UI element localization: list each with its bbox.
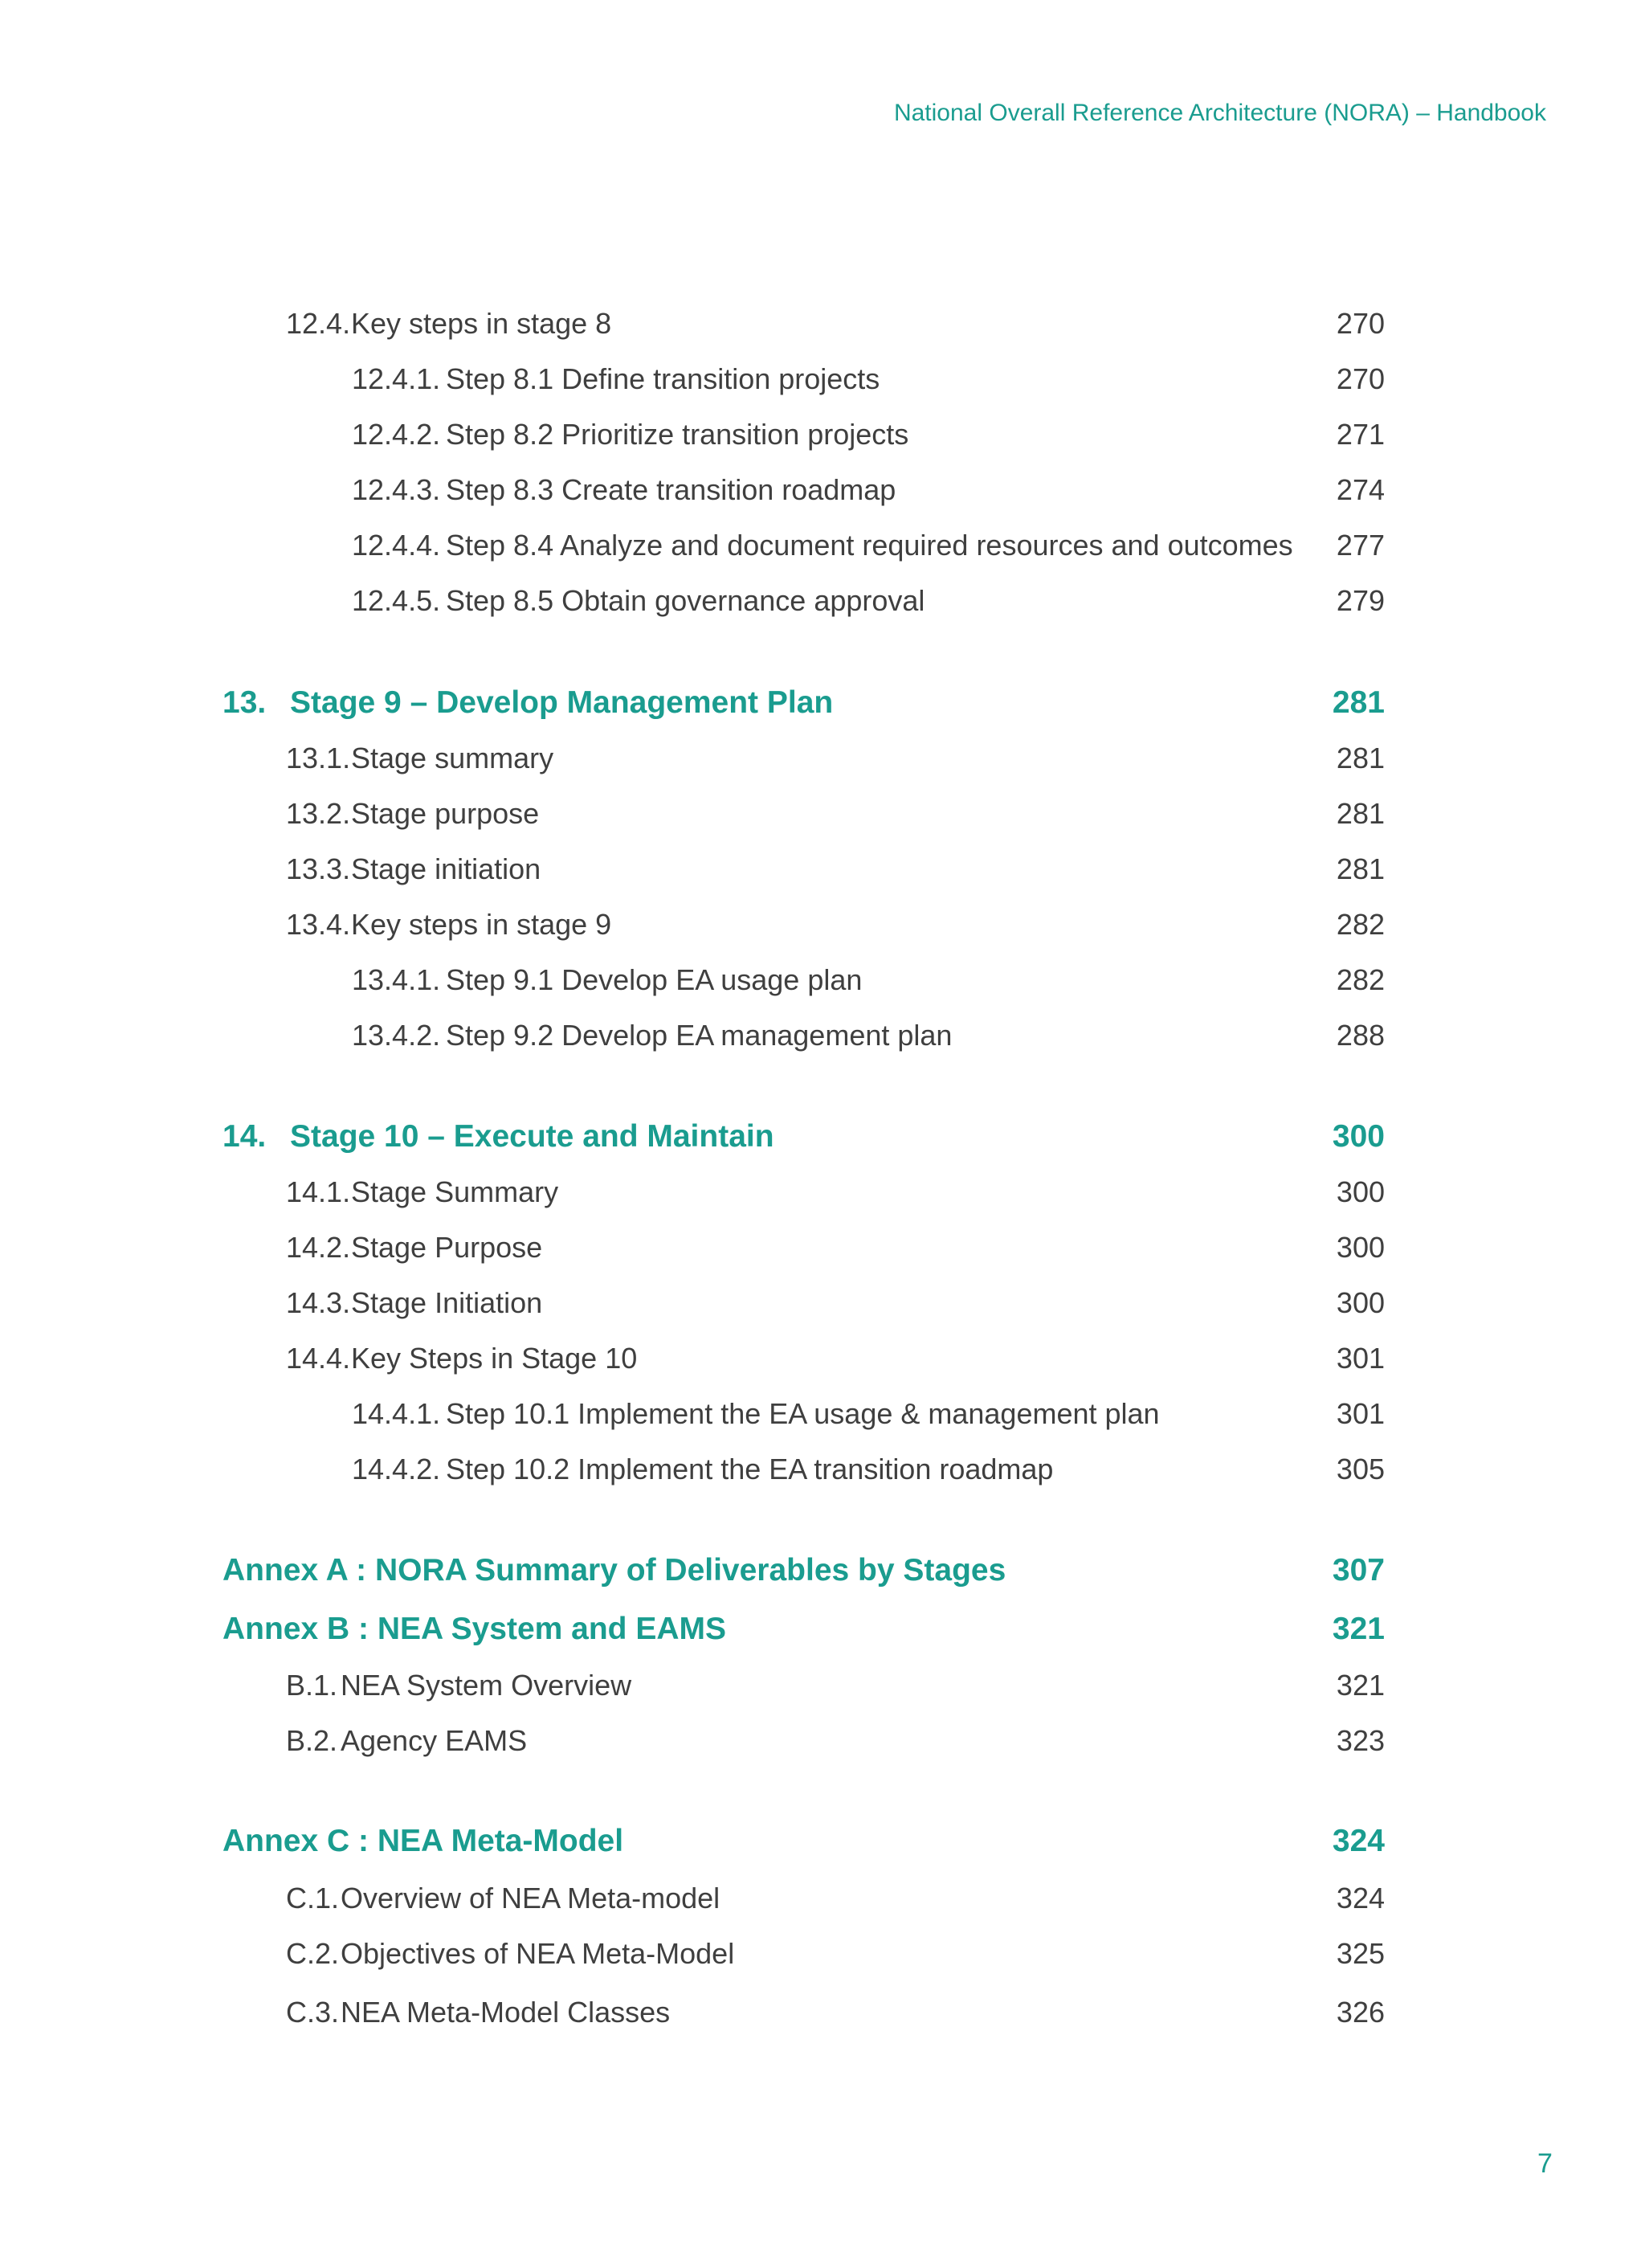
toc-number: 13.2. <box>286 797 351 830</box>
toc-title: Key steps in stage 9 <box>351 908 612 941</box>
toc-page-number: 300 <box>1336 1286 1385 1319</box>
toc-page-number: 301 <box>1336 1342 1385 1375</box>
toc-number: 14.1. <box>286 1175 351 1208</box>
toc-entry[interactable] <box>0 794 1385 834</box>
toc-entry[interactable] <box>0 1228 1385 1268</box>
toc-number: C.2. <box>286 1937 340 1970</box>
toc-page-number: 288 <box>1336 1019 1385 1052</box>
toc-entry[interactable] <box>0 1394 1385 1434</box>
toc-page-number: 324 <box>1332 1824 1385 1858</box>
toc-title: Step 8.2 Prioritize transition projects <box>446 418 909 451</box>
toc-number: C.3. <box>286 1996 340 2029</box>
toc-entry[interactable] <box>0 905 1385 945</box>
toc-number: 13.3. <box>286 852 351 885</box>
toc-number: 14.4.1. <box>352 1397 441 1430</box>
toc-title: Agency EAMS <box>341 1724 528 1757</box>
toc-number: 14.3. <box>286 1286 351 1319</box>
toc-number: 12.4.4. <box>352 529 441 562</box>
toc-number: 12.4.1. <box>352 362 441 395</box>
toc-number: 13.4. <box>286 908 351 941</box>
toc-page-number: 277 <box>1336 529 1385 562</box>
toc-title: Stage initiation <box>351 852 541 885</box>
toc-page-number: 301 <box>1336 1397 1385 1430</box>
toc-number: C.1. <box>286 1882 340 1915</box>
toc-entry[interactable] <box>0 1721 1385 1761</box>
toc-number: 14.4. <box>286 1342 351 1375</box>
toc-title: Stage purpose <box>351 797 540 830</box>
toc-title: Stage 9 – Develop Management Plan <box>290 685 834 720</box>
toc-page-number: 270 <box>1336 307 1385 340</box>
toc-page-number: 326 <box>1336 1996 1385 2029</box>
toc-page-number: 271 <box>1336 418 1385 451</box>
toc-title: Step 8.3 Create transition roadmap <box>446 473 896 506</box>
toc-number: 12.4. <box>286 307 351 340</box>
toc-title: Annex A : NORA Summary of Deliverables by Stages <box>222 1553 1006 1588</box>
toc-page-number: 281 <box>1336 797 1385 830</box>
toc-page-number: 282 <box>1336 908 1385 941</box>
toc-entry[interactable] <box>0 849 1385 889</box>
toc-page-number: 300 <box>1336 1175 1385 1208</box>
toc-title: Annex C : NEA Meta-Model <box>222 1824 624 1858</box>
toc-entry[interactable] <box>0 1449 1385 1490</box>
toc-page-number: 305 <box>1336 1453 1385 1485</box>
toc-title: NEA System Overview <box>341 1669 632 1702</box>
toc-title: Step 10.2 Implement the EA transition roadmap <box>446 1453 1054 1485</box>
toc-number: 14. <box>222 1119 267 1154</box>
toc-entry[interactable] <box>0 1338 1385 1379</box>
toc-entry[interactable] <box>0 525 1385 566</box>
toc-number: 13.1. <box>286 742 351 774</box>
toc-entry[interactable] <box>0 1283 1385 1323</box>
toc-title: Stage Summary <box>351 1175 559 1208</box>
toc-number: 13.4.1. <box>352 963 441 996</box>
toc-title: Stage summary <box>351 742 554 774</box>
toc-title: Step 8.5 Obtain governance approval <box>446 584 925 617</box>
toc-heading[interactable] <box>0 1821 1385 1861</box>
toc-entry[interactable] <box>0 1015 1385 1056</box>
toc-title: Step 9.1 Develop EA usage plan <box>446 963 863 996</box>
toc-title: Stage 10 – Execute and Maintain <box>290 1119 774 1154</box>
toc-heading[interactable] <box>0 1117 1385 1157</box>
toc-entry[interactable] <box>0 415 1385 455</box>
toc-title: Key Steps in Stage 10 <box>351 1342 638 1375</box>
toc-page-number: 279 <box>1336 584 1385 617</box>
toc-entry[interactable] <box>0 1934 1385 1974</box>
toc-page-number: 281 <box>1332 685 1385 720</box>
toc-number: 12.4.3. <box>352 473 441 506</box>
toc-title: Step 8.4 Analyze and document required resources and outcomes <box>446 529 1293 562</box>
toc-entry[interactable] <box>0 581 1385 621</box>
toc-number: 13.4.2. <box>352 1019 441 1052</box>
toc-number: B.1. <box>286 1669 338 1702</box>
toc-title: Stage Initiation <box>351 1286 543 1319</box>
toc-title: Stage Purpose <box>351 1231 543 1264</box>
toc-page-number: 307 <box>1332 1553 1385 1588</box>
toc-entry[interactable] <box>0 304 1385 344</box>
toc-entry[interactable] <box>0 359 1385 399</box>
toc-entry[interactable] <box>0 1878 1385 1919</box>
toc-entry[interactable] <box>0 738 1385 778</box>
toc-title: Objectives of NEA Meta-Model <box>341 1937 735 1970</box>
toc-title: Step 8.1 Define transition projects <box>446 362 880 395</box>
toc-title: Key steps in stage 8 <box>351 307 612 340</box>
toc-number: 12.4.2. <box>352 418 441 451</box>
toc-page-number: 325 <box>1336 1937 1385 1970</box>
toc-page-number: 282 <box>1336 963 1385 996</box>
toc-page-number: 300 <box>1336 1231 1385 1264</box>
toc-number: 14.2. <box>286 1231 351 1264</box>
toc-entry[interactable] <box>0 1665 1385 1706</box>
toc-page-number: 274 <box>1336 473 1385 506</box>
toc-heading[interactable] <box>0 1609 1385 1649</box>
toc-entry[interactable] <box>0 960 1385 1000</box>
toc-entry[interactable] <box>0 470 1385 510</box>
running-header: National Overall Reference Architecture (NORA) – Handbook <box>893 100 1546 126</box>
toc-title: NEA Meta-Model Classes <box>341 1996 671 2029</box>
toc-page-number: 281 <box>1336 742 1385 774</box>
toc-page-number: 323 <box>1336 1724 1385 1757</box>
page-number: 7 <box>1537 2148 1553 2179</box>
toc-page-number: 321 <box>1332 1612 1385 1646</box>
toc-page-number: 270 <box>1336 362 1385 395</box>
toc-title: Annex B : NEA System and EAMS <box>222 1612 727 1646</box>
toc-number: 12.4.5. <box>352 584 441 617</box>
toc-entry[interactable] <box>0 1992 1385 2033</box>
toc-page-number: 281 <box>1336 852 1385 885</box>
toc-title: Step 10.1 Implement the EA usage & management plan <box>446 1397 1160 1430</box>
toc-entry[interactable] <box>0 1172 1385 1212</box>
toc-title: Step 9.2 Develop EA management plan <box>446 1019 953 1052</box>
toc-page-number: 321 <box>1336 1669 1385 1702</box>
toc-title: Overview of NEA Meta-model <box>341 1882 720 1915</box>
toc-number: 14.4.2. <box>352 1453 441 1485</box>
toc-page-number: 300 <box>1332 1119 1385 1154</box>
toc-number: B.2. <box>286 1724 338 1757</box>
toc-heading[interactable] <box>0 1551 1385 1591</box>
toc-number: 13. <box>222 685 267 720</box>
toc-heading[interactable] <box>0 683 1385 723</box>
toc-page-number: 324 <box>1336 1882 1385 1915</box>
